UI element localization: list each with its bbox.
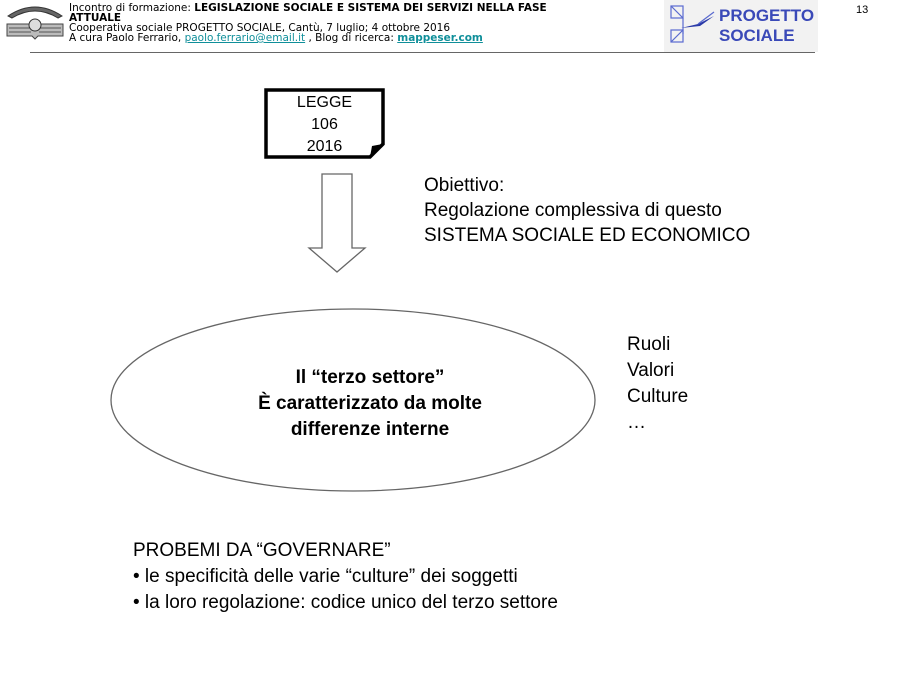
- page-number: 13: [856, 4, 869, 16]
- law-number: 106: [311, 116, 338, 133]
- header-divider: [30, 52, 815, 53]
- header-prefix: Incontro di formazione:: [69, 2, 195, 14]
- ellipse-line-1: Il “terzo settore”: [295, 367, 445, 388]
- side-list: [627, 332, 688, 436]
- problem-bullet: • la loro regolazione: codice unico del terzo settore: [133, 592, 558, 613]
- list-item: Valori: [627, 360, 675, 381]
- header-title-bold: LEGISLAZIONE SOCIALE E SISTEMA DEI SERVIZI NELLA FASE: [194, 2, 547, 14]
- objective-block: [424, 173, 750, 248]
- law-label: [264, 92, 385, 158]
- header-author: [69, 33, 483, 43]
- header-organization: Cooperativa sociale PROGETTO SOCIALE, Cantù, 7 luglio; 4 ottobre 2016: [69, 22, 451, 34]
- problems-block: [133, 538, 558, 616]
- ellipse-line-3: differenze interne: [290, 419, 450, 440]
- objective-line-1: Regolazione complessiva di questo: [424, 200, 722, 221]
- header-title-bold-2: ATTUALE: [69, 12, 122, 24]
- logo-line-2: SOCIALE: [719, 26, 795, 45]
- ellipse-line-2: È caratterizzato da molte: [258, 393, 482, 414]
- list-item: …: [627, 412, 646, 433]
- list-item: Ruoli: [627, 334, 671, 355]
- header-course-title: [69, 3, 547, 13]
- ellipse-text: [180, 365, 560, 443]
- progetto-sociale-logo-icon: [668, 4, 718, 46]
- logo-line-1: PROGETTO: [719, 6, 815, 25]
- author-label: A cura Paolo Ferrario,: [69, 32, 185, 44]
- blog-link[interactable]: mappeser.com: [397, 32, 483, 44]
- list-item: Culture: [627, 386, 689, 407]
- down-arrow-icon: [306, 172, 368, 274]
- objective-line-2: SISTEMA SOCIALE ED ECONOMICO: [424, 225, 751, 246]
- objective-label: Obiettivo:: [424, 175, 505, 196]
- email-link[interactable]: paolo.ferrario@email.it: [184, 32, 306, 44]
- law-label-line: LEGGE: [296, 94, 353, 111]
- blog-label: , Blog di ricerca:: [305, 32, 398, 44]
- problem-bullet: • le specificità delle varie “culture” dei soggetti: [133, 566, 518, 587]
- law-year: 2016: [306, 138, 343, 155]
- book-handshake-logo-icon: [4, 2, 66, 40]
- logo-text: [719, 6, 814, 46]
- problems-title: PROBEMI DA “GOVERNARE”: [133, 540, 391, 561]
